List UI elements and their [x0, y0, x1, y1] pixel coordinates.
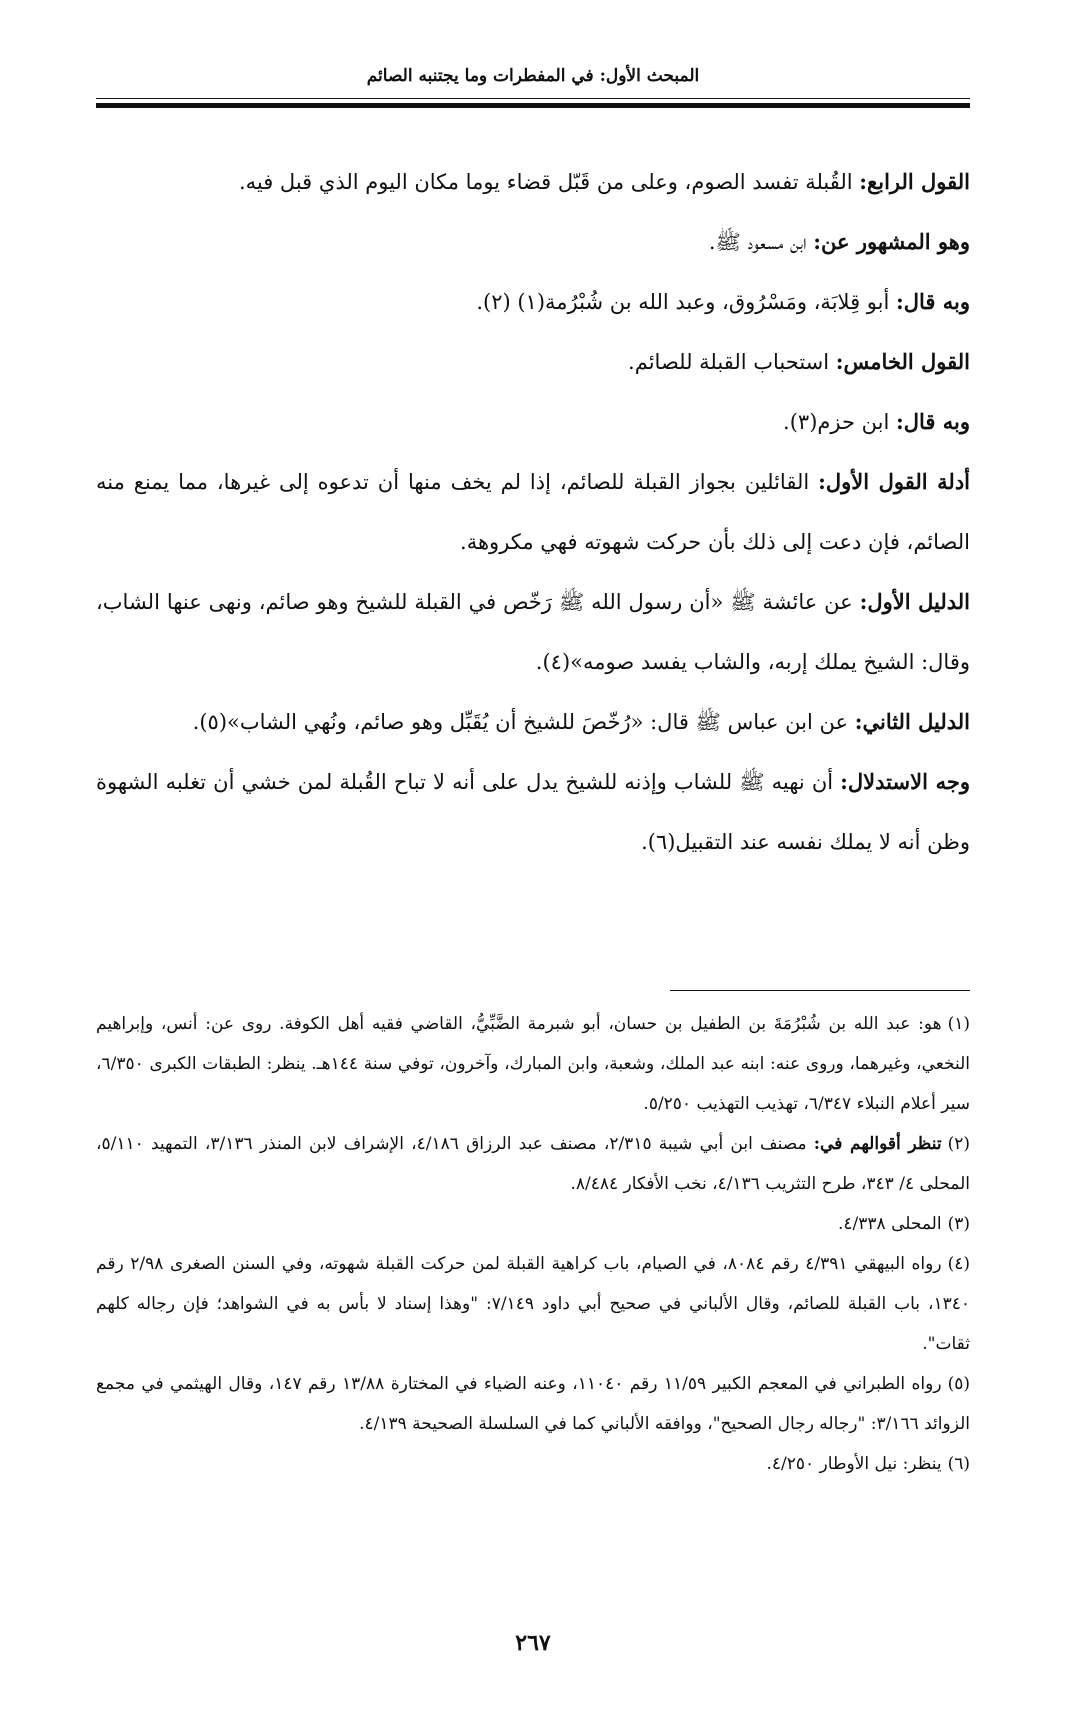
- term-label: وجه الاستدلال:: [840, 769, 970, 794]
- paragraph-text: أبو قِلابَة، ومَسْرُوق، وعبد الله بن شُبْرُمة(١) (٢).: [476, 290, 896, 314]
- footnote-text: مصنف ابن أبي شيبة ٢/٣١٥، مصنف عبد الرزاق ٤/١٨٦، الإشراف لابن المنذر ٣/١٣٦، التمهيد ٥/١١٠، المحلى ٤/ ٣٤٣، طرح التثريب ٤/١٣٦، نخب الأفكار ٨/٤٨٤.: [96, 1134, 970, 1194]
- paragraph-text: أن نهيه ﷺ للشاب وإذنه للشيخ يدل على أنه لا تباح القُبلة لمن خشي أن تغلبه الشهوة وظن أنه لا يملك نفسه عند التقبيل(٦).: [96, 770, 970, 854]
- footnote-text: رواه البيهقي ٤/٣٩١ رقم ٨٠٨٤، في الصيام، باب كراهية القبلة لمن حركت القبلة شهوته، وفي السنن الصغرى ٢/٩٨ رقم ١٣٤٠، باب القبلة للصائم، وقال الألباني في صحيح أبي داود ٧/١٤٩: "وهذا إسناد لا بأس به في الشواهد؛ فإن رجاله كلهم ثقات".: [96, 1254, 970, 1354]
- footnote-separator: [670, 990, 970, 991]
- footnote-number: (٢): [947, 1134, 971, 1154]
- footnote-number: (٦): [947, 1454, 970, 1474]
- term-label: أدلة القول الأول:: [818, 469, 971, 494]
- term-label: الدليل الأول:: [859, 589, 970, 614]
- term-label: وبه قال:: [895, 409, 970, 434]
- paragraph-inference: [96, 752, 970, 872]
- header-rule-thin: [96, 98, 970, 99]
- term-label: وهو المشهور عن:: [813, 229, 970, 254]
- footnote-number: (٤): [947, 1254, 970, 1274]
- footnote-number: (٣): [947, 1214, 970, 1234]
- footnote-3: [96, 1204, 970, 1244]
- term-label: الدليل الثاني:: [854, 709, 970, 734]
- paragraph-first-opinion-evidence: [96, 452, 970, 572]
- footnote-lead: تنظر أقوالهم في:: [813, 1134, 942, 1154]
- paragraph-fourth-opinion: [96, 152, 970, 212]
- footnote-1: [96, 1004, 970, 1124]
- footnote-5: [96, 1364, 970, 1444]
- term-label: القول الخامس:: [835, 349, 970, 374]
- footnote-2: [96, 1124, 970, 1204]
- paragraph-text: ابن حزم(٣).: [783, 410, 896, 434]
- paragraph-text: عن عائشة ﷺ «أن رسول الله ﷺ رَخّص في القبلة للشيخ وهو صائم، ونهى عنها الشاب، وقال: الشيخ يملك إربه، والشاب يفسد صومه»(٤).: [96, 590, 970, 674]
- footnote-4: [96, 1244, 970, 1364]
- footnote-6: [96, 1444, 970, 1484]
- main-text: [96, 152, 970, 872]
- term-label: القول الرابع:: [859, 169, 970, 194]
- paragraph-second-evidence: [96, 692, 970, 752]
- footnote-text: ينظر: نيل الأوطار ٤/٢٥٠.: [766, 1454, 942, 1474]
- footnote-number: (٥): [947, 1374, 970, 1394]
- paragraph-text: استحباب القبلة للصائم.: [628, 350, 836, 374]
- paragraph-held-by-2: [96, 392, 970, 452]
- page-number: ٢٦٧: [515, 1630, 551, 1656]
- footnote-text: رواه الطبراني في المعجم الكبير ١١/٥٩ رقم ١١٠٤٠، وعنه الضياء في المختارة ١٣/٨٨ رقم ١٤٧، وقال الهيثمي في مجمع الزوائد ٣/١٦٦: "رجاله رجال الصحيح"، ووافقه الألباني كما في السلسلة الصحيحة ٤/١٣٩.: [96, 1374, 970, 1434]
- term-label: وبه قال:: [895, 289, 970, 314]
- footnote-text: المحلى ٤/٣٣٨.: [838, 1214, 942, 1234]
- paragraph-text: القُبلة تفسد الصوم، وعلى من قَبّل قضاء يوما مكان اليوم الذي قبل فيه.: [238, 170, 860, 194]
- paragraph-held-by: [96, 272, 970, 332]
- paragraph-text: القائلين بجواز القبلة للصائم، إذا لم يخف منها أن تدعوه إلى غيرها، مما يمنع منه الصائم، فإن دعت إلى ذلك بأن حركت شهوته فهي مكروهة.: [96, 470, 970, 554]
- footnote-number: (١): [947, 1014, 970, 1034]
- footnotes: [96, 1004, 970, 1484]
- paragraph-fifth-opinion: [96, 332, 970, 392]
- paragraph-first-evidence: [96, 572, 970, 692]
- paragraph-famous-from: [96, 212, 970, 272]
- footnote-text: هو: عبد الله بن شُبْرُمَةَ بن الطفيل بن حسان، أبو شبرمة الضَّبِّيُّ، القاضي فقيه أهل الكوفة. روى عن: أنس، وإبراهيم النخعي، وغيرهما، وروى عنه: ابنه عبد الملك، وشعبة، وابن المبارك، وآخرون، توفي سنة ١٤٤هـ. ينظر: الطبقات الكبرى ٦/٣٥٠، سير أعلام النبلاء ٦/٣٤٧، تهذيب التهذيب ٥/٢٥٠.: [96, 1014, 971, 1114]
- paragraph-text: عن ابن عباس ﷺ قال: «رُخّصَ للشيخ أن يُقَبِّل وهو صائم، ونُهي الشاب»(٥).: [192, 710, 855, 734]
- paragraph-text: ابن مسعود ﷺ.: [708, 230, 814, 254]
- running-header: المبحث الأول: في المفطرات وما يجتنبه الصائم: [366, 66, 700, 86]
- header-rule-thick: [96, 103, 970, 108]
